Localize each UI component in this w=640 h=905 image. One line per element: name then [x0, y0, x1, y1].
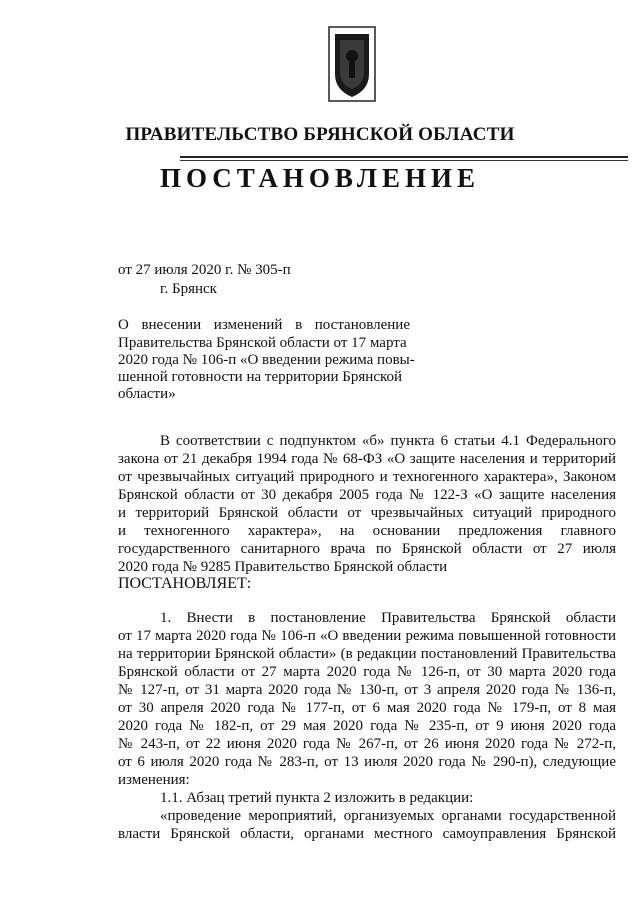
city: г. Брянск: [160, 281, 217, 297]
item-line: 1. Внести в постановление Правительства Брянской области: [160, 610, 616, 626]
preamble-line: и техногенного характера», на основании предложения главного: [118, 523, 616, 539]
preamble-line: государственного санитарного врача по Брянской области от 27 июля: [118, 541, 616, 557]
date-number: от 27 июля 2020 г. № 305-п: [118, 262, 291, 278]
header-rule-thin: [180, 160, 628, 161]
header-rule: [180, 156, 628, 158]
subject-line: области»: [118, 386, 176, 402]
subitem-line: 1.1. Абзац третий пункта 2 изложить в редакции:: [160, 790, 474, 806]
preamble-line: В соответствии с подпунктом «б» пункта 6 статьи 4.1 Федерального: [160, 433, 616, 449]
decree-word: ПОСТАНОВЛЯЕТ:: [118, 575, 252, 592]
item-line: от 30 апреля 2020 года № 177-п, от 6 мая 2020 года № 179-п, от 8 мая: [118, 700, 616, 716]
item-line: от 6 июля 2020 года № 283-п, от 13 июля 2020 года № 290-п), следующие: [118, 754, 616, 770]
coat-of-arms-icon: [328, 26, 376, 102]
preamble-line: Брянской области от 30 декабря 2005 года № 122-З «О защите населения: [118, 487, 616, 503]
subject-line: шенной готовности на территории Брянской: [118, 369, 403, 385]
subject-line: 2020 года № 106-п «О введении режима повы-: [118, 352, 415, 368]
document-type: ПОСТАНОВЛЕНИЕ: [159, 163, 481, 193]
item-line: № 127-п, от 31 марта 2020 года № 130-п, от 3 апреля 2020 года № 136-п,: [118, 682, 616, 698]
item-line: № 243-п, от 22 июня 2020 года № 267-п, от 26 июня 2020 года № 272-п,: [118, 736, 616, 752]
item-line: Брянской области от 27 марта 2020 года № 126-п, от 30 марта 2020 года: [118, 664, 616, 680]
item-line: 2020 года № 182-п, от 29 мая 2020 года № 235-п, от 9 июня 2020 года: [118, 718, 616, 734]
quote-line: власти Брянской области, органами местного самоуправления Брянской: [118, 826, 616, 842]
item-line: изменения:: [118, 772, 190, 788]
preamble-line: и территорий Брянской области от чрезвычайных ситуаций природного: [118, 505, 616, 521]
government-name: ПРАВИТЕЛЬСТВО БРЯНСКОЙ ОБЛАСТИ: [125, 124, 515, 145]
preamble-line: 2020 года № 9285 Правительство Брянской области: [118, 559, 448, 575]
subject-line: Правительства Брянской области от 17 марта: [118, 335, 407, 351]
item-line: на территории Брянской области» (в редакции постановлений Правительства: [118, 646, 616, 662]
preamble-line: закона от 21 декабря 1994 года № 68-ФЗ «О защите населения и территорий: [118, 451, 616, 467]
preamble-line: от чрезвычайных ситуаций природного и техногенного характера», Законом: [118, 469, 616, 485]
quote-line: «проведение мероприятий, организуемых органами государственной: [160, 808, 616, 824]
subject-line: О внесении изменений в постановление: [118, 317, 410, 333]
item-line: от 17 марта 2020 года № 106-п «О введении режима повышенной готовности: [118, 628, 616, 644]
